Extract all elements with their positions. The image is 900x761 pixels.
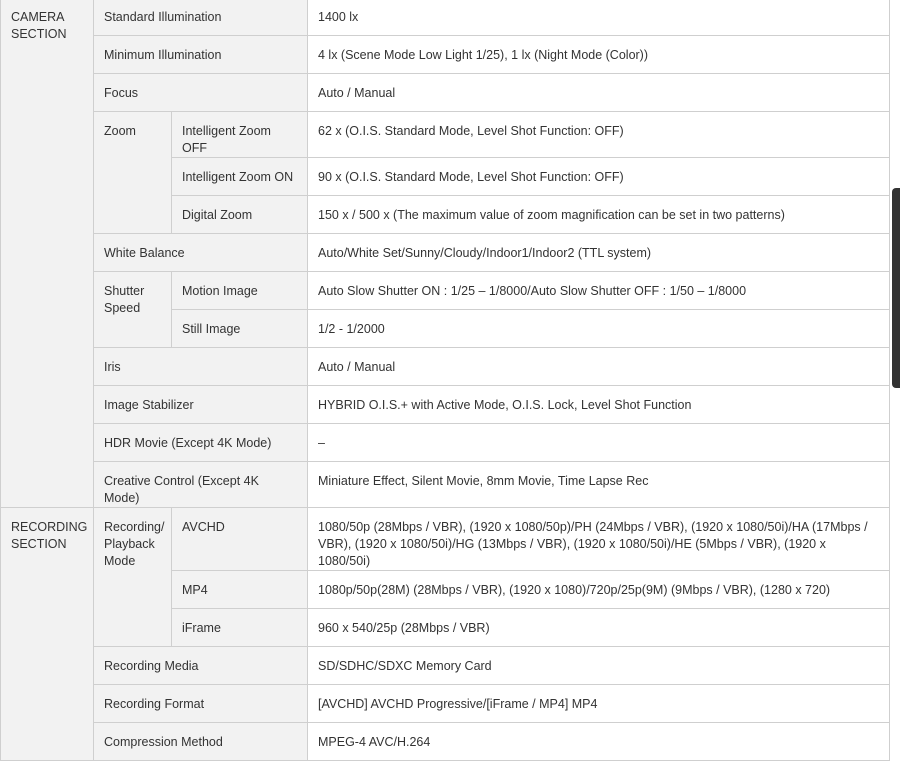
- recording-section-header: [1, 508, 94, 761]
- row-standard-illumination: [1, 0, 890, 36]
- mp4-label: MP4: [172, 571, 308, 609]
- iframe-label: iFrame: [172, 609, 308, 647]
- row-recording-format: [1, 685, 890, 723]
- motion-image-value: Auto Slow Shutter ON : 1/25 – 1/8000/Auto Slow Shutter OFF : 1/50 – 1/8000: [308, 272, 890, 310]
- iframe-value: 960 x 540/25p (28Mbps / VBR): [308, 609, 890, 647]
- row-hdr-movie: [1, 424, 890, 462]
- intelligent-zoom-off-value: 62 x (O.I.S. Standard Mode, Level Shot Function: OFF): [308, 112, 890, 158]
- row-image-stabilizer: [1, 386, 890, 424]
- intelligent-zoom-off-label: Intelligent Zoom OFF: [172, 112, 308, 158]
- focus-value: Auto / Manual: [308, 74, 890, 112]
- creative-control-label: Creative Control (Except 4K Mode): [94, 462, 308, 508]
- row-iris: [1, 348, 890, 386]
- digital-zoom-label: Digital Zoom: [172, 196, 308, 234]
- still-image-value: 1/2 - 1/2000: [308, 310, 890, 348]
- white-balance-label: White Balance: [94, 234, 308, 272]
- shutter-speed-text: Shutter Speed: [104, 284, 145, 315]
- recording-mode-label: [94, 508, 172, 647]
- minimum-illumination-label: Minimum Illumination: [94, 36, 308, 74]
- recording-section-label: RECORDING SECTION: [11, 520, 88, 551]
- image-stabilizer-value: HYBRID O.I.S.+ with Active Mode, O.I.S. Lock, Level Shot Function: [308, 386, 890, 424]
- iris-value: Auto / Manual: [308, 348, 890, 386]
- still-image-label: Still Image: [172, 310, 308, 348]
- hdr-movie-label: HDR Movie (Except 4K Mode): [94, 424, 308, 462]
- image-stabilizer-label: Image Stabilizer: [94, 386, 308, 424]
- row-mode-avchd: [1, 508, 890, 571]
- camera-section-label: CAMERA SECTION: [11, 10, 67, 41]
- iris-label: Iris: [94, 348, 308, 386]
- minimum-illumination-value: 4 lx (Scene Mode Low Light 1/25), 1 lx (Night Mode (Color)): [308, 36, 890, 74]
- motion-image-label: Motion Image: [172, 272, 308, 310]
- row-focus: [1, 74, 890, 112]
- recording-media-label: Recording Media: [94, 647, 308, 685]
- scrollbar-thumb[interactable]: [892, 188, 900, 388]
- camera-section-header: [1, 0, 94, 508]
- intelligent-zoom-on-value: 90 x (O.I.S. Standard Mode, Level Shot Function: OFF): [308, 158, 890, 196]
- row-recording-media: [1, 647, 890, 685]
- mp4-value: 1080p/50p(28M) (28Mbps / VBR), (1920 x 1080)/720p/25p(9M) (9Mbps / VBR), (1280 x 720): [308, 571, 890, 609]
- focus-label: Focus: [94, 74, 308, 112]
- intelligent-zoom-on-label: Intelligent Zoom ON: [172, 158, 308, 196]
- recording-format-label: Recording Format: [94, 685, 308, 723]
- row-zoom-intelligent-off: [1, 112, 890, 158]
- zoom-label: Zoom: [94, 112, 172, 234]
- recording-format-value: [AVCHD] AVCHD Progressive/[iFrame / MP4] MP4: [308, 685, 890, 723]
- row-minimum-illumination: [1, 36, 890, 74]
- row-creative-control: [1, 462, 890, 508]
- standard-illumination-label: Standard Illumination: [94, 0, 308, 36]
- row-compression-method: [1, 723, 890, 761]
- hdr-movie-value: –: [308, 424, 890, 462]
- recording-mode-text: Recording/ Playback Mode: [104, 520, 165, 568]
- white-balance-value: Auto/White Set/Sunny/Cloudy/Indoor1/Indoor2 (TTL system): [308, 234, 890, 272]
- creative-control-value: Miniature Effect, Silent Movie, 8mm Movie, Time Lapse Rec: [308, 462, 890, 508]
- digital-zoom-value: 150 x / 500 x (The maximum value of zoom magnification can be set in two patterns): [308, 196, 890, 234]
- row-white-balance: [1, 234, 890, 272]
- compression-method-value: MPEG-4 AVC/H.264: [308, 723, 890, 761]
- compression-method-label: Compression Method: [94, 723, 308, 761]
- standard-illumination-value: 1400 lx: [308, 0, 890, 36]
- avchd-label: AVCHD: [172, 508, 308, 571]
- shutter-speed-label: [94, 272, 172, 348]
- row-shutter-motion: [1, 272, 890, 310]
- recording-media-value: SD/SDHC/SDXC Memory Card: [308, 647, 890, 685]
- avchd-value: 1080/50p (28Mbps / VBR), (1920 x 1080/50p)/PH (24Mbps / VBR), (1920 x 1080/50i)/HA (17Mbps / VBR), (1920 x 1080/50i)/HG (13Mbps / VBR), (1920 x 1080/50i)/HE (5Mbps / VBR), (1920 x 1080/50i): [308, 508, 890, 571]
